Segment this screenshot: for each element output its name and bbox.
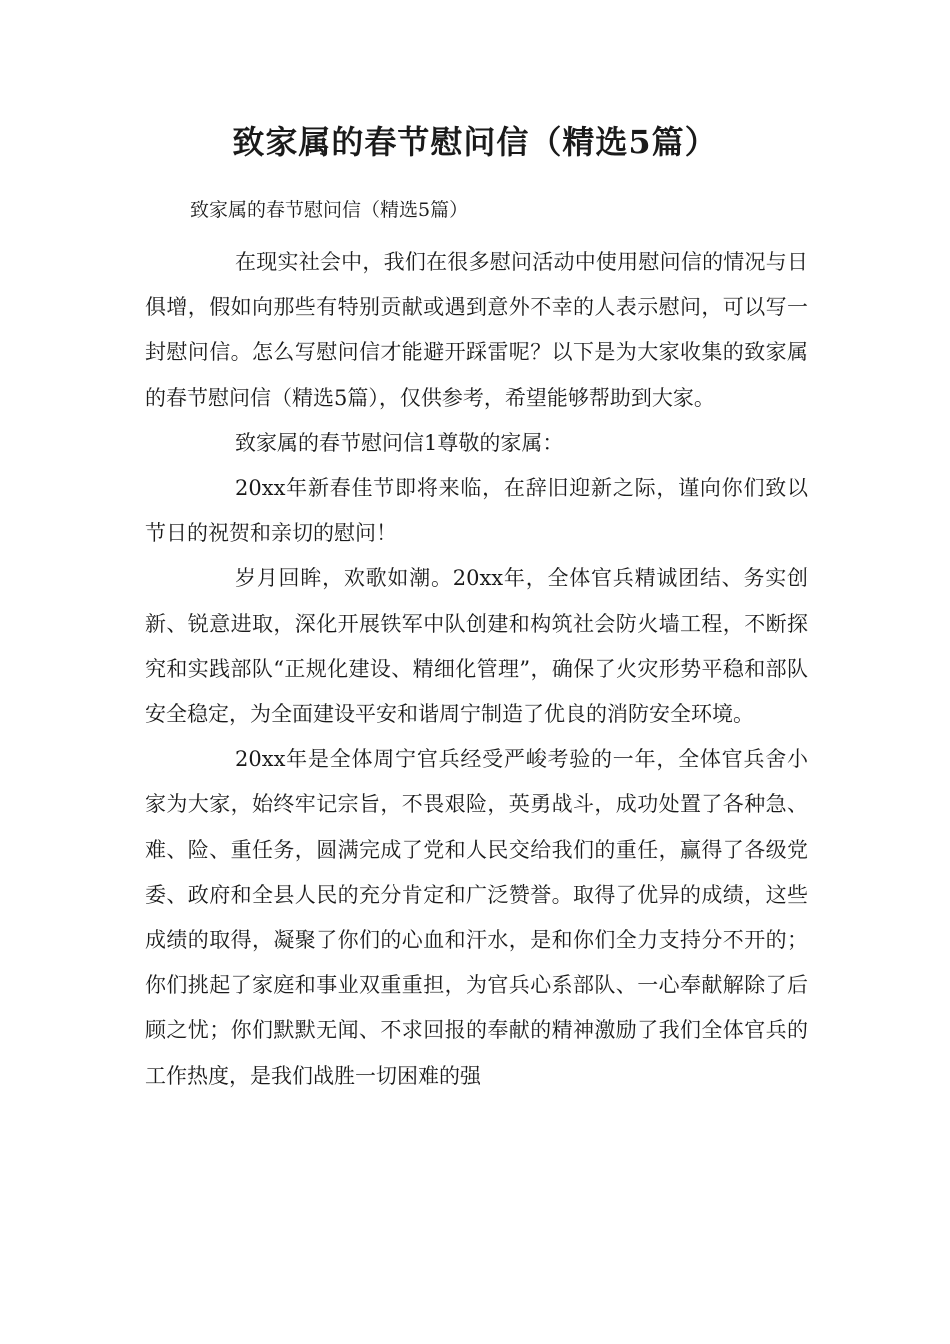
intro-paragraph: 在现实社会中，我们在很多慰问活动中使用慰问信的情况与日俱增，假如向那些有特别贡献或遇到意外不幸的人表示慰问，可以写一封慰问信。怎么写慰问信才能避开踩雷呢？以下是为大家收集的致家属的春节慰问信（精选5篇），仅供参考，希望能够帮助到大家。: [145, 250, 808, 410]
greeting-paragraph: 20xx年新春佳节即将来临，在辞旧迎新之际，谨向你们致以节日的祝贺和亲切的慰问！: [145, 476, 808, 546]
review-paragraph: 岁月回眸，欢歌如潮。20xx年，全体官兵精诚团结、务实创新、锐意进取，深化开展铁军中队创建和构筑社会防火墙工程，不断探究和实践部队“正规化建设、精细化管理”，确保了火灾形势平稳和部队安全稳定，为全面建设平安和谐周宁制造了优良的消防安全环境。: [145, 566, 808, 727]
document-title: 致家属的春节慰问信（精选5篇）: [232, 123, 718, 161]
document-body: [145, 240, 808, 1099]
salutation-paragraph: 致家属的春节慰问信1尊敬的家属：: [235, 430, 564, 455]
document-subtitle: 致家属的春节慰问信（精选5篇）: [190, 199, 469, 221]
achievement-paragraph: 20xx年是全体周宁官兵经受严峻考验的一年，全体官兵舍小家为大家，始终牢记宗旨，不畏艰险，英勇战斗，成功处置了各种急、难、险、重任务，圆满完成了党和人民交给我们的重任，赢得了各级党委、政府和全县人民的充分肯定和广泛赞誉。取得了优异的成绩，这些成绩的取得，凝聚了你们的心血和汗水，是和你们全力支持分不开的；你们挑起了家庭和事业双重重担，为官兵心系部队、一心奉献解除了后顾之忧；你们默默无闻、不求回报的奉献的精神激励了我们全体官兵的工作热度，是我们战胜一切困难的强: [145, 747, 808, 1088]
